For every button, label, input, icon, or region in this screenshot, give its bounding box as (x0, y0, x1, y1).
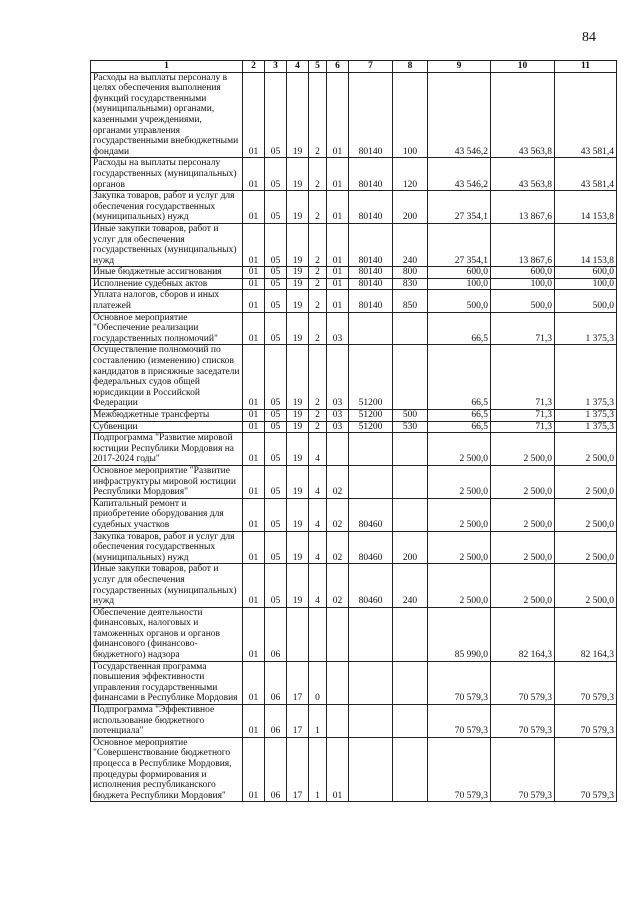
code-cell: 01 (243, 465, 265, 498)
amount-cell: 71,3 (491, 345, 555, 410)
code-cell: 03 (327, 345, 349, 410)
code-cell: 01 (243, 158, 265, 191)
code-cell: 02 (327, 564, 349, 607)
amount-cell: 2 500,0 (491, 531, 555, 564)
code-cell: 80140 (349, 290, 393, 312)
table-row (91, 267, 617, 279)
code-cell: 80460 (349, 498, 393, 531)
code-cell: 19 (287, 345, 309, 410)
code-cell: 17 (287, 737, 309, 802)
code-cell: 01 (327, 278, 349, 290)
page-number: 84 (582, 30, 596, 45)
amount-cell: 70 579,3 (428, 661, 491, 704)
row-name-cell: Иные бюджетные ассигнования (91, 267, 243, 279)
amount-cell: 2 500,0 (428, 433, 491, 466)
column-header: 11 (555, 61, 617, 73)
amount-cell: 70 579,3 (555, 737, 617, 802)
code-cell: 01 (243, 72, 265, 158)
code-cell: 01 (243, 433, 265, 466)
code-cell: 01 (327, 158, 349, 191)
table-row (91, 433, 617, 466)
code-cell: 01 (243, 421, 265, 433)
row-name-cell: Иные закупки товаров, работ и услуг для обеспечения государственных (муниципальных) нужд (91, 223, 243, 266)
code-cell (349, 433, 393, 466)
table-header-row (91, 61, 617, 73)
code-cell: 240 (393, 223, 428, 266)
code-cell (349, 737, 393, 802)
amount-cell: 71,3 (491, 421, 555, 433)
code-cell: 19 (287, 191, 309, 224)
code-cell: 05 (265, 278, 287, 290)
code-cell: 17 (287, 705, 309, 738)
code-cell (393, 498, 428, 531)
code-cell (393, 661, 428, 704)
code-cell: 1 (309, 737, 327, 802)
amount-cell: 1 375,3 (555, 410, 617, 422)
row-name-cell: Закупка товаров, работ и услуг для обеспечения государственных (муниципальных) нужд (91, 531, 243, 564)
amount-cell: 43 563,8 (491, 72, 555, 158)
code-cell: 01 (243, 223, 265, 266)
code-cell: 80140 (349, 267, 393, 279)
amount-cell: 14 153,8 (555, 223, 617, 266)
column-header: 7 (349, 61, 393, 73)
code-cell: 2 (309, 267, 327, 279)
table-row (91, 72, 617, 158)
row-name-cell: Уплата налогов, сборов и иных платежей (91, 290, 243, 312)
table-row (91, 465, 617, 498)
table-row (91, 345, 617, 410)
code-cell: 4 (309, 531, 327, 564)
code-cell: 05 (265, 421, 287, 433)
code-cell: 80140 (349, 191, 393, 224)
amount-cell: 500,0 (555, 290, 617, 312)
code-cell: 80140 (349, 72, 393, 158)
amount-cell: 70 579,3 (491, 737, 555, 802)
amount-cell: 2 500,0 (428, 498, 491, 531)
code-cell: 05 (265, 312, 287, 345)
amount-cell: 500,0 (491, 290, 555, 312)
code-cell: 06 (265, 705, 287, 738)
code-cell (327, 705, 349, 738)
code-cell (349, 465, 393, 498)
code-cell: 05 (265, 564, 287, 607)
column-header: 4 (287, 61, 309, 73)
code-cell: 80460 (349, 531, 393, 564)
amount-cell: 600,0 (428, 267, 491, 279)
code-cell (327, 433, 349, 466)
code-cell: 05 (265, 72, 287, 158)
code-cell (393, 705, 428, 738)
code-cell (393, 345, 428, 410)
column-header: 5 (309, 61, 327, 73)
code-cell: 05 (265, 158, 287, 191)
code-cell: 2 (309, 421, 327, 433)
code-cell: 4 (309, 498, 327, 531)
code-cell: 01 (243, 290, 265, 312)
code-cell: 19 (287, 223, 309, 266)
code-cell: 51200 (349, 421, 393, 433)
row-name-cell: Государственная программа повышения эффективности управления государственными финансами в Республике Мордовия (91, 661, 243, 704)
code-cell: 01 (243, 737, 265, 802)
code-cell: 2 (309, 223, 327, 266)
amount-cell: 600,0 (491, 267, 555, 279)
amount-cell: 2 500,0 (491, 564, 555, 607)
amount-cell: 1 375,3 (555, 345, 617, 410)
code-cell: 2 (309, 410, 327, 422)
amount-cell: 85 990,0 (428, 607, 491, 661)
row-name-cell: Осуществление полномочий по составлению (изменению) списков кандидатов в присяжные заседатели федеральных судов общей юрисдикции в Российской Федерации (91, 345, 243, 410)
code-cell: 06 (265, 737, 287, 802)
table-row (91, 564, 617, 607)
table-row (91, 705, 617, 738)
code-cell: 0 (309, 661, 327, 704)
code-cell: 01 (327, 267, 349, 279)
amount-cell: 66,5 (428, 410, 491, 422)
code-cell: 05 (265, 191, 287, 224)
amount-cell: 2 500,0 (491, 498, 555, 531)
code-cell (309, 607, 327, 661)
row-name-cell: Подпрограмма "Развитие мировой юстиции Республики Мордовия на 2017-2024 годы" (91, 433, 243, 466)
code-cell (327, 607, 349, 661)
code-cell: 01 (243, 564, 265, 607)
amount-cell: 70 579,3 (491, 661, 555, 704)
code-cell: 19 (287, 498, 309, 531)
code-cell: 01 (243, 345, 265, 410)
amount-cell: 2 500,0 (491, 433, 555, 466)
column-header: 2 (243, 61, 265, 73)
table-row (91, 607, 617, 661)
amount-cell: 1 375,3 (555, 421, 617, 433)
code-cell: 06 (265, 661, 287, 704)
code-cell: 01 (243, 705, 265, 738)
amount-cell: 71,3 (491, 410, 555, 422)
budget-table (90, 60, 617, 802)
code-cell: 200 (393, 531, 428, 564)
amount-cell: 2 500,0 (555, 465, 617, 498)
row-name-cell: Иные закупки товаров, работ и услуг для обеспечения государственных (муниципальных) нужд (91, 564, 243, 607)
code-cell: 01 (243, 191, 265, 224)
code-cell: 19 (287, 290, 309, 312)
code-cell: 4 (309, 465, 327, 498)
code-cell (349, 661, 393, 704)
code-cell: 2 (309, 290, 327, 312)
code-cell: 17 (287, 661, 309, 704)
table-row (91, 498, 617, 531)
row-name-cell: Межбюджетные трансферты (91, 410, 243, 422)
code-cell: 2 (309, 72, 327, 158)
amount-cell: 66,5 (428, 345, 491, 410)
code-cell (349, 705, 393, 738)
code-cell: 05 (265, 433, 287, 466)
code-cell: 01 (327, 290, 349, 312)
code-cell (349, 312, 393, 345)
amount-cell: 82 164,3 (555, 607, 617, 661)
code-cell (393, 737, 428, 802)
table-row (91, 410, 617, 422)
code-cell: 2 (309, 345, 327, 410)
amount-cell: 500,0 (428, 290, 491, 312)
row-name-cell: Исполнение судебных актов (91, 278, 243, 290)
row-name-cell: Подпрограмма "Эффективное использование бюджетного потенциала" (91, 705, 243, 738)
row-name-cell: Основное мероприятие "Совершенствование бюджетного процесса в Республике Мордовия, процедуры формирования и исполнения республиканского бюджета Республики Мордовия" (91, 737, 243, 802)
row-name-cell: Обеспечение деятельности финансовых, налоговых и таможенных органов и органов финансового (финансово-бюджетного) надзора (91, 607, 243, 661)
code-cell: 80460 (349, 564, 393, 607)
code-cell: 01 (243, 531, 265, 564)
code-cell: 800 (393, 267, 428, 279)
column-header: 3 (265, 61, 287, 73)
code-cell: 500 (393, 410, 428, 422)
code-cell: 80140 (349, 158, 393, 191)
row-name-cell: Расходы на выплаты персоналу государственных (муниципальных) органов (91, 158, 243, 191)
amount-cell: 13 867,6 (491, 223, 555, 266)
code-cell: 51200 (349, 410, 393, 422)
row-name-cell: Основное мероприятие "Обеспечение реализации государственных полномочий" (91, 312, 243, 345)
code-cell: 03 (327, 312, 349, 345)
code-cell (349, 607, 393, 661)
amount-cell: 2 500,0 (555, 531, 617, 564)
code-cell: 100 (393, 72, 428, 158)
code-cell: 05 (265, 345, 287, 410)
code-cell: 03 (327, 410, 349, 422)
amount-cell: 70 579,3 (491, 705, 555, 738)
code-cell: 01 (243, 661, 265, 704)
code-cell: 19 (287, 158, 309, 191)
code-cell: 4 (309, 564, 327, 607)
code-cell: 01 (327, 223, 349, 266)
code-cell: 01 (327, 191, 349, 224)
code-cell: 2 (309, 191, 327, 224)
code-cell: 01 (243, 312, 265, 345)
code-cell: 05 (265, 223, 287, 266)
code-cell: 120 (393, 158, 428, 191)
code-cell (393, 433, 428, 466)
code-cell: 01 (243, 607, 265, 661)
code-cell: 80140 (349, 223, 393, 266)
code-cell: 2 (309, 158, 327, 191)
code-cell: 05 (265, 465, 287, 498)
code-cell: 06 (265, 607, 287, 661)
code-cell: 19 (287, 410, 309, 422)
code-cell: 830 (393, 278, 428, 290)
amount-cell: 100,0 (555, 278, 617, 290)
code-cell: 05 (265, 531, 287, 564)
code-cell: 2 (309, 312, 327, 345)
table-row (91, 158, 617, 191)
code-cell: 01 (243, 410, 265, 422)
amount-cell: 43 546,2 (428, 72, 491, 158)
code-cell: 02 (327, 531, 349, 564)
table-row (91, 191, 617, 224)
code-cell: 19 (287, 278, 309, 290)
code-cell: 01 (327, 72, 349, 158)
table-row (91, 421, 617, 433)
code-cell: 05 (265, 290, 287, 312)
amount-cell: 100,0 (491, 278, 555, 290)
code-cell: 80140 (349, 278, 393, 290)
amount-cell: 2 500,0 (428, 564, 491, 607)
amount-cell: 43 581,4 (555, 72, 617, 158)
code-cell: 200 (393, 191, 428, 224)
row-name-cell: Расходы на выплаты персоналу в целях обеспечения выполнения функций государственными (муниципальными) органами, казенными учреждениями, органами управления государственными внебюджетными фондами (91, 72, 243, 158)
amount-cell: 66,5 (428, 421, 491, 433)
table-row (91, 737, 617, 802)
amount-cell: 27 354,1 (428, 223, 491, 266)
table-row (91, 223, 617, 266)
amount-cell: 2 500,0 (555, 433, 617, 466)
code-cell: 19 (287, 564, 309, 607)
code-cell: 05 (265, 498, 287, 531)
code-cell: 02 (327, 465, 349, 498)
column-header: 10 (491, 61, 555, 73)
code-cell: 02 (327, 498, 349, 531)
amount-cell: 2 500,0 (555, 498, 617, 531)
code-cell: 19 (287, 465, 309, 498)
amount-cell: 2 500,0 (491, 465, 555, 498)
row-name-cell: Закупка товаров, работ и услуг для обеспечения государственных (муниципальных) нужд (91, 191, 243, 224)
code-cell: 01 (327, 737, 349, 802)
code-cell: 01 (243, 498, 265, 531)
code-cell: 19 (287, 433, 309, 466)
table-row (91, 531, 617, 564)
table-row (91, 278, 617, 290)
amount-cell: 70 579,3 (428, 737, 491, 802)
code-cell: 19 (287, 267, 309, 279)
amount-cell: 14 153,8 (555, 191, 617, 224)
amount-cell: 2 500,0 (428, 531, 491, 564)
code-cell: 05 (265, 410, 287, 422)
row-name-cell: Субвенции (91, 421, 243, 433)
amount-cell: 600,0 (555, 267, 617, 279)
code-cell: 03 (327, 421, 349, 433)
amount-cell: 82 164,3 (491, 607, 555, 661)
code-cell (393, 607, 428, 661)
amount-cell: 70 579,3 (555, 661, 617, 704)
code-cell (327, 661, 349, 704)
code-cell (393, 465, 428, 498)
code-cell: 4 (309, 433, 327, 466)
column-header: 8 (393, 61, 428, 73)
code-cell: 2 (309, 278, 327, 290)
code-cell: 850 (393, 290, 428, 312)
amount-cell: 27 354,1 (428, 191, 491, 224)
amount-cell: 2 500,0 (428, 465, 491, 498)
code-cell: 51200 (349, 345, 393, 410)
code-cell: 19 (287, 421, 309, 433)
code-cell: 240 (393, 564, 428, 607)
code-cell: 19 (287, 72, 309, 158)
amount-cell: 13 867,6 (491, 191, 555, 224)
code-cell: 05 (265, 267, 287, 279)
amount-cell: 43 563,8 (491, 158, 555, 191)
column-header: 9 (428, 61, 491, 73)
amount-cell: 43 581,4 (555, 158, 617, 191)
code-cell: 01 (243, 278, 265, 290)
code-cell: 1 (309, 705, 327, 738)
amount-cell: 2 500,0 (555, 564, 617, 607)
row-name-cell: Капитальный ремонт и приобретение оборудования для судебных участков (91, 498, 243, 531)
code-cell: 19 (287, 312, 309, 345)
amount-cell: 1 375,3 (555, 312, 617, 345)
amount-cell: 70 579,3 (555, 705, 617, 738)
table-row (91, 290, 617, 312)
amount-cell: 100,0 (428, 278, 491, 290)
column-header: 1 (91, 61, 243, 73)
code-cell (393, 312, 428, 345)
code-cell: 01 (243, 267, 265, 279)
column-header: 6 (327, 61, 349, 73)
amount-cell: 66,5 (428, 312, 491, 345)
amount-cell: 70 579,3 (428, 705, 491, 738)
amount-cell: 71,3 (491, 312, 555, 345)
amount-cell: 43 546,2 (428, 158, 491, 191)
code-cell: 530 (393, 421, 428, 433)
code-cell (287, 607, 309, 661)
code-cell: 19 (287, 531, 309, 564)
table-row (91, 661, 617, 704)
row-name-cell: Основное мероприятие "Развитие инфраструктуры мировой юстиции Республики Мордовия" (91, 465, 243, 498)
table-row (91, 312, 617, 345)
